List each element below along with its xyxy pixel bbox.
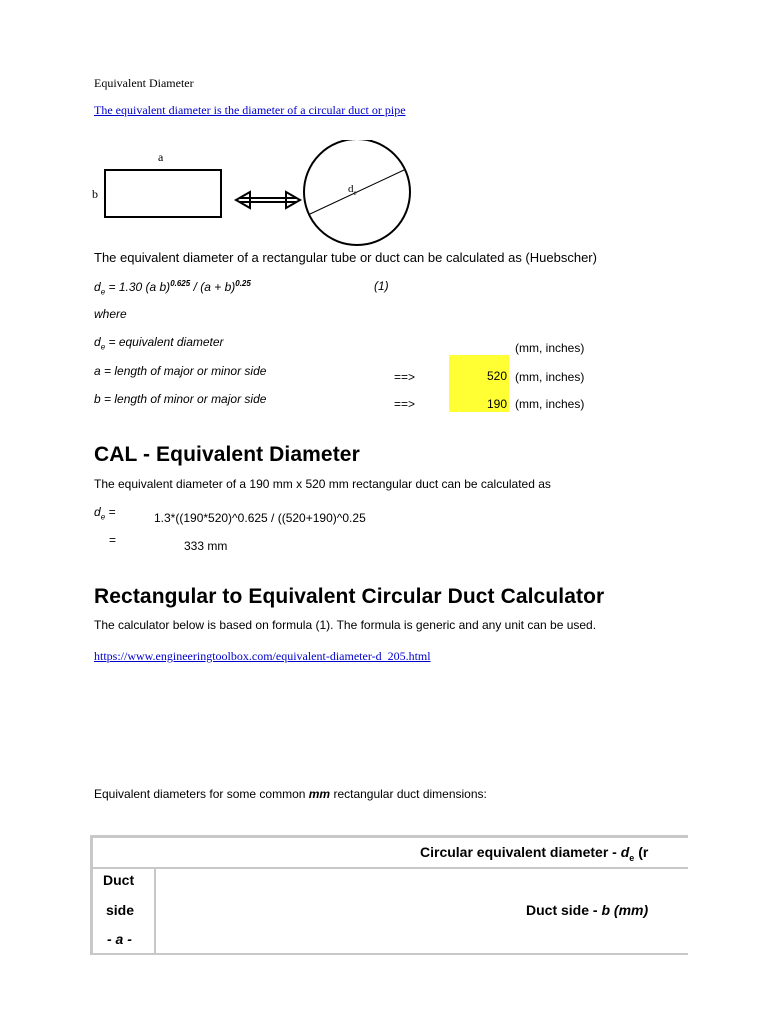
double-arrow-icon: [236, 192, 300, 208]
formula: $d_e = 1.30$ (a $b)^{0.625} / (a + b)^{0.25}$: [94, 279, 251, 297]
def-a-arrow: ==>: [394, 370, 416, 384]
cal-expression: 1.3*((190*520)^0.625 / ((520+190)^0.25: [154, 511, 366, 525]
def-de: $d_e$ = equivalent diameter: [94, 335, 224, 352]
table-bottom-border: [90, 953, 688, 955]
cal-heading: CAL - Equivalent Diameter: [94, 443, 360, 466]
diameter-line: [310, 170, 404, 214]
row-label-a: - a -: [107, 931, 132, 947]
table-header-title: Circular equivalent diameter - $d_e$ (r: [420, 844, 649, 863]
duct-figure: [100, 140, 430, 250]
row-label-side: side: [106, 902, 135, 918]
table-header-divider: [90, 867, 688, 869]
table-top-border: [90, 835, 688, 838]
common-dimensions-text: Equivalent diameters for some common mm rectangular duct dimensions:: [94, 787, 487, 801]
def-b-arrow: ==>: [394, 397, 416, 411]
cal-equals: =: [109, 533, 117, 547]
def-a: a = length of major or minor side: [94, 364, 267, 378]
where-label: where: [94, 307, 127, 321]
calculator-text: The calculator below is based on formula (1). The formula is generic and any unit can be used.: [94, 618, 597, 632]
formula-ref: (1): [374, 279, 389, 293]
def-de-unit: (mm, inches): [515, 341, 585, 355]
table-column-divider: [154, 867, 156, 955]
cal-de: $d_e$ =: [94, 505, 116, 522]
def-b-unit: (mm, inches): [515, 397, 585, 411]
input-a-value[interactable]: 520: [486, 369, 507, 383]
input-b-cell[interactable]: [449, 383, 509, 412]
input-a-cell[interactable]: [449, 355, 509, 383]
table-left-border: [90, 835, 93, 955]
duct-side-b-label: Duct side - b (mm): [526, 902, 649, 918]
figure-label-b: b: [92, 187, 98, 201]
formula-intro: The equivalent diameter of a rectangular tube or duct can be calculated as (Huebscher): [94, 250, 597, 265]
figure-label-a: a: [158, 150, 164, 164]
cal-result: 333 mm: [184, 539, 228, 553]
calculator-heading: Rectangular to Equivalent Circular Duct Calculator: [94, 585, 605, 608]
def-b: b = length of minor or major side: [94, 392, 267, 406]
rectangular-duct-shape: [105, 170, 221, 217]
def-a-unit: (mm, inches): [515, 370, 585, 384]
cal-text: The equivalent diameter of a 190 mm x 520 mm rectangular duct can be calculated as: [94, 477, 551, 491]
calculator-link[interactable]: https://www.engineeringtoolbox.com/equivalent-diameter-d_205.html: [94, 649, 431, 663]
row-label-duct: Duct: [103, 872, 135, 888]
intro-link[interactable]: The equivalent diameter is the diameter of a circular duct or pipe: [94, 103, 406, 117]
page-title: Equivalent Diameter: [94, 76, 194, 90]
input-b-value[interactable]: 190: [486, 397, 507, 411]
figure-label-de: $d_e$: [348, 183, 357, 197]
